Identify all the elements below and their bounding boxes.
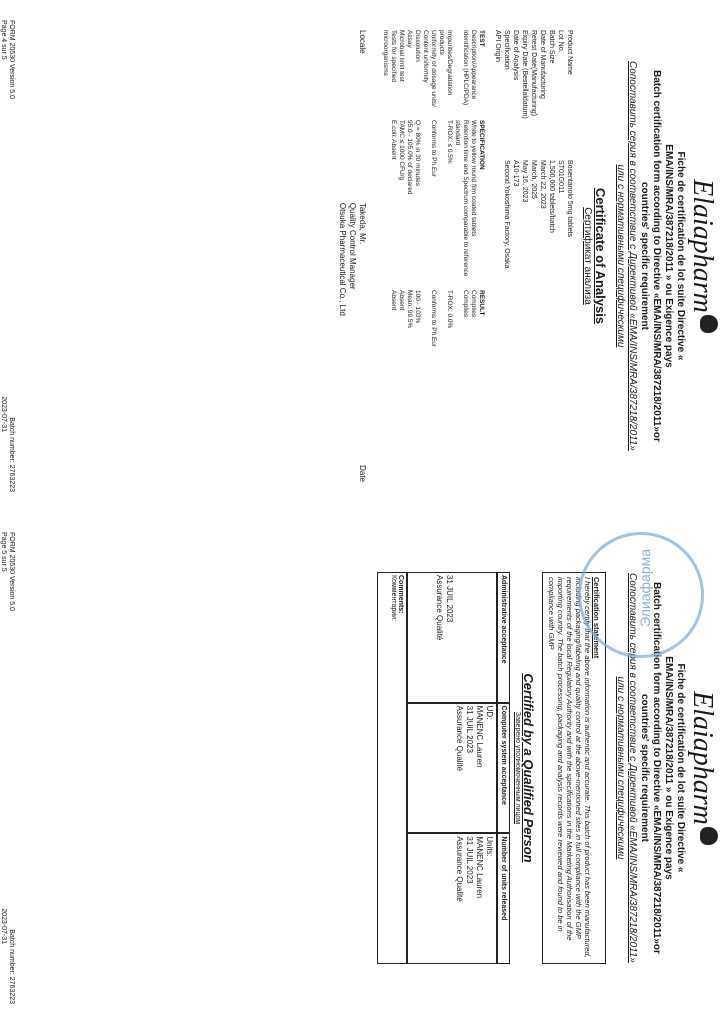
footer-form: FORM 20530 Version 5.0	[8, 20, 15, 99]
field-label: Retest Date(Manufacturing)	[530, 30, 537, 116]
col-result: RESULT	[478, 290, 485, 316]
footer-page: Page 5 sur 5	[0, 532, 7, 572]
field-value: March, 2025	[530, 160, 537, 199]
footer-date: 2023-07-31	[0, 396, 7, 432]
col-spec: SPECIFICATION	[478, 120, 485, 170]
stamp-date: 31 JUIL 2023	[465, 836, 474, 884]
header-line2: EMA/INS/MRA/387218/2011 » ou Exigence pays	[663, 144, 674, 368]
field-value	[493, 160, 502, 482]
footer-batch: Batch number: 2763223	[8, 417, 15, 492]
field-label: Batch Size	[548, 30, 555, 64]
admin-cell	[407, 572, 497, 703]
header-line1: Fiche de certification de lot suite Directive «	[675, 151, 686, 361]
date-label: Date	[358, 465, 367, 482]
test-row: Description/Appearance White to yellow round film coated tablets Complies	[470, 30, 477, 318]
field-value: May 16, 2023	[521, 160, 528, 203]
signer-name: MANENC Lauren	[475, 705, 484, 768]
field-label: Date of Analysis	[512, 30, 519, 81]
logo: Elaiapharm	[686, 0, 718, 512]
tree-icon	[700, 827, 718, 845]
cert-title: Certification statement	[592, 577, 601, 659]
field-label: Product Name	[566, 30, 573, 75]
test-row: Microbial limit test TAMC ≤ 1000 CFU/g Absent	[398, 30, 405, 311]
test-row: Uniformity of dosage units/ Content uniformity Conforms to Ph.Eur Conforms to Ph.Eur	[422, 30, 437, 348]
signer: Takeda, Mr. Quality Control Manager Otsuka Pharmaceutical Co., Ltd	[338, 202, 367, 316]
stamp-date: 31 JUIL 2023	[445, 575, 454, 623]
qp-subtitle: Заверено уполномоченным лицом	[514, 711, 521, 825]
comments-label: Comments:	[397, 575, 404, 614]
test-row: Impurities/Degradation products T-ROX: ≤ 0.5% T-ROX: 0.0%	[438, 30, 453, 329]
header-line6: или с нормативными специфическими	[615, 676, 626, 860]
field-value: March 22, 2023	[539, 160, 546, 209]
header-line1: Fiche de certification de lot suite Directive «	[675, 663, 686, 873]
field-value: Bosentanolo 5mg tablets	[566, 160, 573, 238]
header-line5: Сопоставить серия в соответствие с Директивой «EMA/INS/MRA/387218/2011»	[627, 573, 638, 963]
units-label: Units:	[485, 836, 494, 857]
stamp-date: 31 JUIL 2023	[465, 705, 474, 753]
col-test: TEST	[478, 30, 485, 47]
field-label: Lot No.	[557, 30, 564, 53]
header-line3: Batch certification form according to Directive «EMA/INS/MRA/387218/2011»or	[651, 582, 662, 954]
field-value: A10-173	[512, 160, 519, 187]
test-row: Dissolution Q = 80% in 30 minutes 100 - 103%	[414, 30, 421, 324]
comments-label-ru: Комментарии:	[390, 575, 397, 622]
footer-batch: Batch number: 2763223	[8, 929, 15, 1004]
tree-icon	[700, 315, 718, 333]
header-line3: Batch certification form according to Directive «EMA/INS/MRA/387218/2011»or	[651, 70, 662, 442]
qp-table	[377, 572, 510, 964]
tests-table	[381, 0, 485, 512]
col-units: Number of units released	[497, 833, 510, 964]
footer-date: 2023-07-31	[0, 908, 7, 944]
stamp-dept: Assurance Qualité	[435, 575, 444, 641]
stamp-dept: Assurance Qualité	[455, 705, 464, 772]
stamp-dept: Assurance Qualité	[455, 836, 464, 902]
field-label: Specification	[503, 30, 510, 70]
signer-name: MANENC Lauren	[475, 836, 484, 899]
field-value: Second Yokoshima Factory, Osaka	[503, 160, 510, 269]
footer-form: FORM 20530 Version 5.0	[8, 532, 15, 611]
coa-subtitle: Сертификат анализа	[582, 207, 593, 305]
footer-page: Page 4 sur 5	[0, 20, 7, 60]
test-row: Tests for specified microorganisms E.coli: Absent Absent	[382, 30, 397, 311]
coa-title: Certificate of Analysis	[593, 187, 608, 325]
test-row: Assay 95.0 - 105.0% of declared Mean: 99.5%	[406, 30, 413, 329]
header-line4: countries' specific requirement	[639, 694, 650, 842]
field-label: Date of Manufacturing	[539, 30, 546, 99]
units-cell	[407, 833, 497, 964]
ud-label: UD:	[485, 705, 494, 720]
header-line2: EMA/INS/MRA/387218/2011 » ou Exigence pays	[663, 656, 674, 880]
coa-fields	[485, 0, 582, 512]
logo: Elaiapharm	[686, 512, 718, 1024]
col-admin: Administrative acceptance	[497, 572, 510, 703]
header-line5: Сопоставить серия в соответствие с Директивой «EMA/INS/MRA/387218/2011»	[627, 61, 638, 451]
locale-label: Locale	[358, 30, 367, 54]
col-computer: Computer system acceptance	[497, 703, 510, 834]
qp-title: Certified by a Qualified Person	[521, 673, 536, 863]
cert-body: I hereby certify that the above information is authentic and accurate. This batch of product has been manufactured, including packaging/labeling and quality control at the above-mentioned sites in full compliance with the GMP requirements of the local Regulatory Authority and with the specifications in the Marketing Authorisation of the importing country. The batch processing, packaging and analysis records were reviewed and found to be in compliance with GMP	[547, 577, 592, 958]
comments-cell	[377, 572, 407, 964]
field-value: ST01G011	[557, 160, 564, 194]
test-row: Identification (HPLC/PDA) Retention time and Spectrum comparable to reference standard Complies	[454, 30, 469, 318]
page-5-rotated	[0, 512, 724, 1024]
signature-block	[323, 0, 381, 512]
field-value: 1,500,000 tablets/batch	[548, 160, 555, 233]
field-label: API Origin	[494, 30, 501, 62]
header-line4: countries' specific requirement	[639, 182, 650, 330]
field-label: Expiry Date (Bestellaldatum)	[521, 30, 528, 119]
header-line6: или с нормативными специфическими	[615, 164, 626, 348]
company-stamp: Элиафарма	[578, 532, 704, 658]
computer-cell	[407, 703, 497, 834]
